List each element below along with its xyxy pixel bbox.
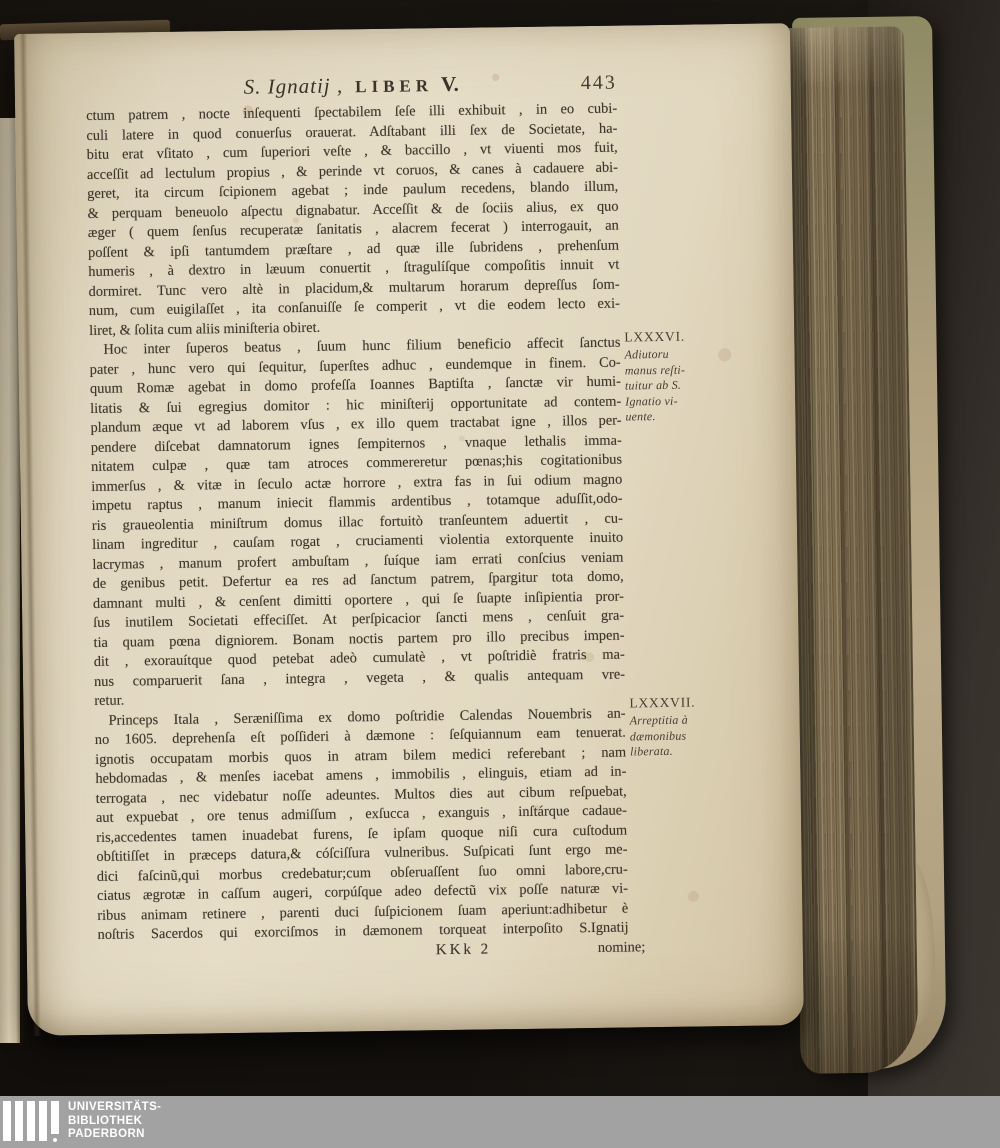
margin-note-number: LXXXVI. bbox=[624, 328, 686, 345]
margin-note-line: Arreptitia à bbox=[629, 712, 689, 728]
running-title-caps: LIBER bbox=[355, 76, 434, 97]
catchword: nomine; bbox=[597, 938, 646, 956]
text-line: humeris , à dextro in læuum conuertit , ſtragulíſque compoſitis innuit vt bbox=[88, 256, 620, 280]
text-line: ignotis occupatam morbis quos in atram bilem medici referebant ; nam bbox=[95, 744, 627, 768]
margin-note-line: Ignatio vi- bbox=[625, 393, 678, 409]
text-line: ciatus ægrotæ in caſſum augeri, corpúſque adeo defectũ vix poſſe naturæ vi- bbox=[96, 880, 629, 904]
logo-bar bbox=[39, 1101, 47, 1141]
margin-note-line: tuitur ab S. bbox=[624, 377, 682, 393]
text-line: nus comparuerit ſana , integra , vegeta , & qualis antequam vre- bbox=[93, 666, 626, 690]
logo-dot bbox=[53, 1138, 57, 1142]
text-line: ribus animam retinere , parenti duci ſuſpicionem ſuam aperiunt:adhibetur è bbox=[97, 900, 629, 924]
text-line: geret, ita circum ſcipionem agebat ; inde paulum recedens, blando illum, bbox=[87, 178, 619, 202]
text-line: poſſent & ipſi tantumdem præſtare , ad quæ ille ſubridens , prehenſum bbox=[87, 237, 620, 261]
text-line: ſus inutilem Societati effeciſſet. At perſpicacior ſancti mens , cenſuit gra- bbox=[93, 607, 625, 631]
text-line: no 1605. deprehenſa eſt poſſideri à dæmone : ſeſquiannum eam tenuerat. bbox=[94, 724, 626, 748]
margin-note-line: manus reſti- bbox=[624, 362, 686, 378]
logo-bar bbox=[27, 1101, 35, 1141]
margin-note-line: liberata. bbox=[629, 743, 673, 759]
text-line: damnant multi , & cenſent dimitti oportere , qui ſe ſuapte inſipientia pror- bbox=[92, 588, 625, 612]
footer-bar bbox=[0, 1096, 1000, 1148]
running-title-italic: S. Ignatij , bbox=[243, 73, 344, 99]
text-line: aut expuebat , ore tenus admiſſum , exſucca , exanguis , inſtárque cadaue- bbox=[95, 802, 628, 826]
text-line: culi latere in quod conuerſus orauerat. Adſtabant illi ſex de Societate, ha- bbox=[86, 120, 618, 144]
text-line: impetu raptus , manum iniecit flammis ardentibus , totamque aduſſit,odo- bbox=[91, 490, 623, 514]
margin-note-text bbox=[624, 346, 725, 425]
library-name-line: BIBLIOTHEK bbox=[68, 1114, 143, 1127]
logo-bar bbox=[3, 1101, 11, 1141]
text-line: num, cum euigilaſſet , ita conſanuiſſe ſe comperit , vt die eodem lecto exi- bbox=[88, 295, 620, 319]
text-line: dormiret. Tunc vero altè in placidum,& multarum horarum depreſſus ſom- bbox=[88, 276, 620, 300]
text-line: ris,accedentes tamen inuadebat furens, ſe ipſam quoque niſi cura cuſtodum bbox=[96, 822, 628, 846]
text-line: quum Romæ agebat in domo profeſſa Ioannes Baptiſta , ſanctæ vir humi- bbox=[89, 373, 622, 397]
text-line: pater , hunc vero qui ſequitur, ſuperſtes adhuc , eundemque in finem. Co- bbox=[89, 354, 621, 378]
text-line: ctum patrem , nocte inſequenti ſpectabilem ſeſe illi exhibuit , in eo cubi- bbox=[86, 100, 618, 124]
paragraph-1 bbox=[86, 100, 620, 341]
signature-mark: KKk 2 bbox=[435, 940, 492, 958]
library-logo-text bbox=[68, 1101, 161, 1142]
text-line: noſtris Sacerdos qui exorciſmos in dæmonem torqueat interpoſito S.Ignatij bbox=[97, 919, 629, 943]
text-line: ris graueolentia miniſtrum domus illac fortuitò tranſeuntem aduertit , cu- bbox=[91, 510, 623, 534]
page-header bbox=[86, 70, 617, 102]
library-name-line: UNIVERSITÄTS- bbox=[68, 1101, 162, 1113]
text-line: liret, & ſolita cum aliis miniſteria obiret. bbox=[89, 319, 321, 339]
text-line: litatis & ſui egregius domitor : hic miniſterij opportunitate ad contem- bbox=[90, 393, 622, 417]
text-line: æger ( quem ſenſus recuperatæ ſanitatis , alacrem fecerat ) interrogauit, an bbox=[87, 217, 619, 241]
text-line: terrogata , nec videbatur noſſe adeuntes. Multos dies aut cibum reſpuebat, bbox=[95, 783, 627, 807]
page-number: 443 bbox=[580, 71, 617, 95]
text-line: acceſſit ad lectulum propius , & perinde vt coruos, & canes à cadauere abi- bbox=[86, 159, 619, 183]
logo-bar bbox=[15, 1101, 23, 1141]
text-line: bitu erat vſitato , cum ſuperiori veſte , & baccillo , vt viuenti mos fuit, bbox=[86, 139, 618, 163]
margin-note-line: dæmonibus bbox=[629, 728, 687, 743]
body-text bbox=[86, 100, 646, 966]
text-line: dici faſcinũ,qui morbus credebatur;cum obſeruaſſent ſuo omni labore,cru- bbox=[96, 861, 628, 885]
margin-note-line: uente. bbox=[625, 409, 656, 424]
text-line: linam ingreditur , cauſam rogat , cruciamenti violentia extorquente inuito bbox=[92, 529, 624, 553]
margin-note-text bbox=[630, 712, 731, 760]
text-line: immerſus , & vitæ in ſeculo actæ horrore , extra fas in ſui odium magno bbox=[91, 471, 623, 495]
margin-note-2 bbox=[629, 694, 730, 760]
text-line: Hoc inter ſuperos beatus , ſuum hunc filium beneficio affecit ſanctus bbox=[103, 334, 621, 358]
margin-note-number: LXXXVII. bbox=[629, 694, 696, 711]
text-line: Princeps Itala , Seræniſſima ex domo poſtridie Calendas Nouembris an- bbox=[108, 705, 626, 729]
margin-note-1 bbox=[624, 328, 725, 425]
margin-note-line: Adiutoru bbox=[624, 346, 669, 362]
paragraph-3 bbox=[94, 704, 628, 945]
text-line: tia quam pœna digniorem. Bonam noctis partem pro illo precibus impen- bbox=[93, 627, 625, 651]
text-line: & perquam beneuolo aſpectu dignabatur. Acceſſit & de ſociis alius, ex quo bbox=[87, 198, 619, 222]
book-fore-edge-pages bbox=[786, 26, 919, 1074]
text-line: dit , exorauítque quod petebat adeò cumulatè , vt poſtridiè fratris ma- bbox=[93, 646, 625, 670]
text-line: nitatem culpæ , quæ tam atroces commereretur pœnas;his cogitationibus bbox=[90, 451, 623, 475]
text-line: lacrymas , manum profert ambuſtam , ſuíque iam errati conſcius veniam bbox=[92, 549, 624, 573]
logo-bar bbox=[51, 1101, 59, 1134]
paragraph-2 bbox=[89, 334, 625, 712]
book-page bbox=[14, 23, 804, 1036]
text-line: de genibus petit. Defertur ea res ad ſanctum patrem, ſpargitur tota domo, bbox=[92, 568, 624, 592]
text-line: obſtitiſſet in præceps datura,& cóſciſſura vulneribus. Suſpicati ſunt ergo me- bbox=[96, 841, 628, 865]
text-line: pendere diſcebat damnatorum ignes ſempiternos , vnaque lethalis imma- bbox=[90, 432, 622, 456]
running-title-book-number: V. bbox=[440, 71, 459, 97]
text-line: hebdomadas , & menſes iacebat amens , immobilis , elinguis, etiam ad in- bbox=[95, 763, 627, 787]
library-name-line: PADERBORN bbox=[68, 1128, 145, 1140]
text-line: plandum æque vt ad laborem vſus , ex illo quem tractabat igne , illos per- bbox=[90, 412, 622, 436]
text-line: retur. bbox=[94, 692, 125, 709]
